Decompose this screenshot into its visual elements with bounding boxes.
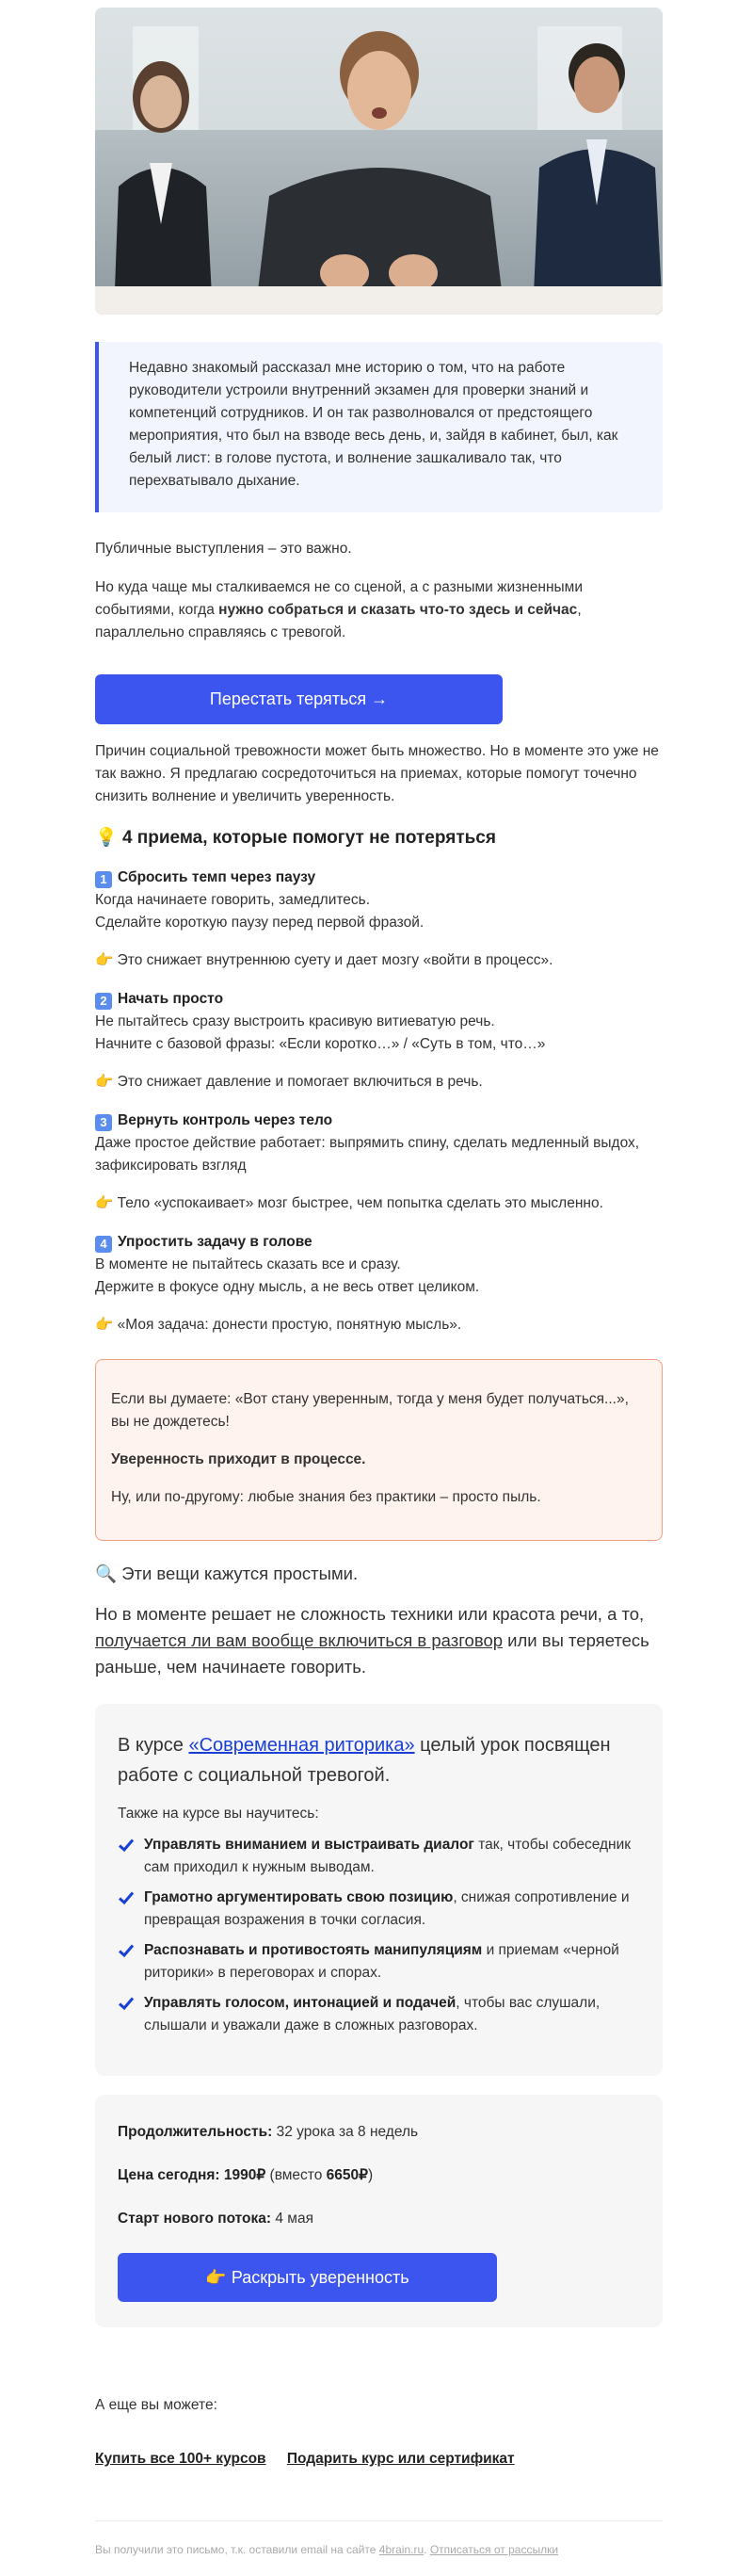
number-3-icon: 3 [95,1114,112,1131]
tip-4 [95,1231,663,1299]
number-4-icon: 4 [95,1236,112,1253]
tip-result-text: «Моя задача: донести простую, понятную мысль». [117,1317,462,1333]
tip-result-text: Это снижает давление и помогает включиться в речь. [117,1074,483,1090]
pointing-hand-icon: 👉 [95,1317,114,1333]
price-label: Цена сегодня: 1990₽ [118,2167,266,2183]
intro-text-end: , параллельно справляясь с тревогой. [95,602,582,640]
checkmark-icon [118,1942,135,1959]
course-skills-list [118,1834,640,2037]
tip-line: Начните с базовой фразы: «Если коротко…» / «Суть в том, что…» [95,1036,546,1052]
price-mid: (вместо [265,2167,327,2183]
tip-title: Упростить задачу в голове [118,1234,312,1250]
duration-row [118,2123,640,2142]
simple-text: Эти вещи кажутся простыми. [121,1563,359,1583]
intro-paragraph-1: Публичные выступления – это важно. [95,541,352,557]
story-quote: Недавно знакомый рассказал мне историю о том, что на работе руководители устроили внутренний экзамен для проверки знаний и компетенций сотрудников. И он так разволновался от предстоящего мероприятия, что был на взводе весь день, и, зайдя в кабинет, был, как белый лист: в голове пустота, и волнение зашкаливало так, что перехватывало дыхание. [95,342,663,512]
checkmark-icon [118,1837,135,1854]
callout-text: Если вы думаете: «Вот стану уверенным, тогда у меня будет получаться...», вы не дождетесь! [111,1391,629,1430]
list-item [118,1887,640,1932]
start-label: Старт нового потока: [118,2211,272,2227]
skill-rest: и приемам «черной риторики» в переговорах и спорах. [144,1942,619,1981]
intro-bold: нужно собраться и сказать что-то здесь и сейчас [218,602,578,618]
list-item [118,1939,640,1985]
course-lead-text: В курсе [118,1735,189,1756]
tip-3-result [95,1192,663,1215]
tip-3 [95,1110,663,1177]
tip-line: Сделайте короткую паузу перед первой фразой. [95,915,425,931]
stop-getting-lost-button[interactable]: Перестать теряться → [95,674,503,724]
tip-1-result [95,949,663,972]
moment-underlined: получается ли вам вообще включиться в разговор [95,1630,504,1650]
callout-text: Ну, или по-другому: любые знания без практики – просто пыль. [111,1489,541,1505]
tip-result-text: Тело «успокаивает» мозг быстрее, чем попытка сделать это мысленно. [117,1195,603,1211]
reveal-confidence-button[interactable]: 👉 Раскрыть уверенность [118,2253,497,2302]
tip-line: Не пытайтесь сразу выстроить красивую витиеватую речь. [95,1013,495,1029]
tip-title: Сбросить темп через паузу [118,869,316,885]
footer [95,2543,663,2556]
skill-rest: так, чтобы собеседник сам приходил к нужным выводам. [144,1837,632,1875]
number-2-icon: 2 [95,993,112,1010]
footer-text: Вы получили это письмо, т.к. оставили email на сайте [95,2543,379,2556]
start-row [118,2210,640,2228]
course-lead [118,1730,640,1790]
intro-paragraph-2 [95,576,663,644]
price-row [118,2166,640,2185]
course-card [95,1704,663,2076]
course-also: Также на курсе вы научитесь: [118,1806,319,1822]
start-value: 4 мая [271,2211,313,2227]
tip-line: В моменте не пытайтесь сказать все и сразу. [95,1256,401,1272]
intro-text: Но куда чаще мы сталкиваемся не со сценой, а с разными жизненными событиями, когда [95,579,584,618]
tip-title: Начать просто [118,991,224,1007]
callout-bold: Уверенность приходит в процессе. [111,1451,366,1467]
course-info-card [95,2095,663,2327]
duration-label: Продолжительность: [118,2124,273,2140]
duration-value: 32 урока за 8 недель [272,2124,419,2140]
pointing-hand-icon: 👉 [95,952,114,968]
moment-text-end: или вы теряетесь раньше, чем начинаете говорить. [95,1630,649,1677]
tip-4-result [95,1314,663,1337]
list-item [118,1992,640,2037]
checkmark-icon [118,1995,135,2012]
more-options-text: А еще вы можете: [95,2397,217,2413]
moment-text: Но в моменте решает не сложность техники или красота речи, а то, [95,1604,645,1624]
price-end: ) [368,2167,374,2183]
tip-line: Даже простое действие работает: выпрямить спину, сделать медленный выдох, зафиксировать взгляд [95,1135,640,1174]
tips-heading [95,826,496,849]
footer-divider [95,2520,663,2521]
magnifier-icon: 🔍 [95,1563,118,1583]
tip-2-result [95,1071,663,1094]
confidence-callout [95,1359,663,1541]
skill-bold: Управлять вниманием и выстраивать диалог [144,1837,474,1853]
hero-image [95,8,663,315]
pointing-hand-icon: 👉 [95,1074,114,1090]
more-links [95,2451,532,2468]
gift-course-link[interactable]: Подарить курс или сертификат [286,2451,515,2467]
tip-2 [95,988,663,1056]
course-link[interactable]: «Современная риторика» [188,1735,415,1756]
buy-all-courses-link[interactable]: Купить все 100+ курсов [95,2451,266,2467]
reasons-paragraph: Причин социальной тревожности может быть множество. Но в моменте это уже не так важно. Я предлагаю сосредоточиться на приемах, которые помогут точечно снизить волнение и увеличить уверенность. [95,743,659,804]
moment-paragraph [95,1601,663,1680]
course-lead-text-end: целый урок посвящен работе с социальной тревогой. [118,1735,611,1786]
skill-bold: Грамотно аргументировать свою позицию [144,1889,454,1905]
list-item [118,1834,640,1879]
tip-line: Держите в фокусе одну мысль, а не весь ответ целиком. [95,1279,480,1295]
tips-heading-text: 4 приема, которые помогут не потеряться [121,828,496,848]
checkmark-icon [118,1889,135,1906]
tip-result-text: Это снижает внутреннюю суету и дает мозгу «войти в процесс». [117,952,553,968]
simple-things-line [95,1563,358,1584]
skill-rest: , снижая сопротивление и превращая возражения в точки согласия. [144,1889,630,1928]
old-price: 6650₽ [326,2167,368,2183]
footer-separator: . [424,2543,430,2556]
tip-line: Когда начинаете говорить, замедлитесь. [95,892,371,908]
site-link[interactable]: 4brain.ru [378,2543,425,2556]
skill-bold: Распознавать и противостоять манипуляциям [144,1942,483,1958]
tip-1 [95,867,663,934]
skill-bold: Управлять голосом, интонацией и подачей [144,1995,457,2011]
skill-rest: , чтобы вас слушали, слышали и уважали даже в сложных разговорах. [144,1995,601,2033]
unsubscribe-link[interactable]: Отписаться от рассылки [429,2543,559,2556]
tip-title: Вернуть контроль через тело [118,1112,333,1128]
pointing-hand-icon: 👉 [95,1195,114,1211]
lightbulb-icon: 💡 [95,828,118,848]
number-1-icon: 1 [95,871,112,888]
